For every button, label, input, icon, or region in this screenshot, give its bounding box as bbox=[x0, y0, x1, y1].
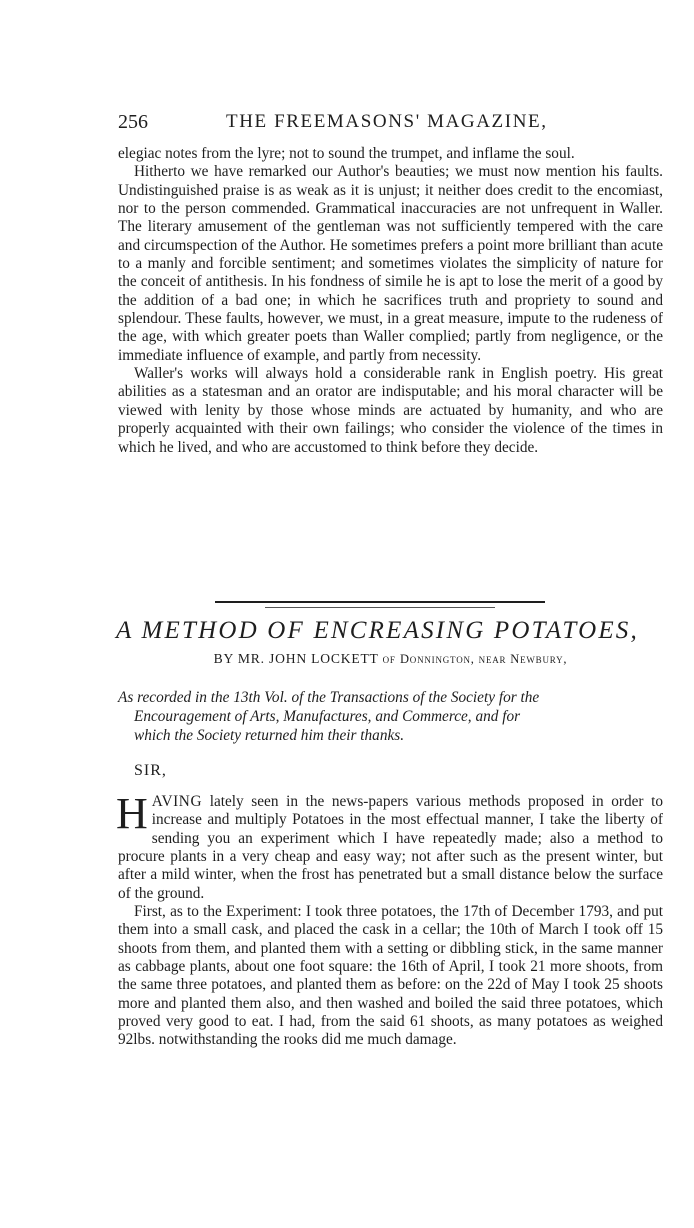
paragraph-having bbox=[116, 789, 663, 903]
drop-cap: H bbox=[116, 789, 148, 838]
paragraph-faults: Hitherto we have remarked our Author's beauties; we must now mention his faults. Undistinguished praise is as weak as it is unjust; it neither does credit to the encomiast, nor to the person commended. Grammatical inaccuracies are not unfrequent in Waller. The literary amusement of the gentleman was not sufficiently tempered with the care and circumspection of the Author. He sometimes prefers a point more brilliant than acute to a manly and forcible sentiment; and sometimes violates the simplicity of nature for the conceit of antithesis. In his fondness of simile he is apt to lose the merit of a good by the addition of a bad one; in which he sacrifices truth and propriety to sound and splendour. These faults, however, we must, in a great measure, impute to the rudeness of the age, with which greater poets than Waller complied; partly from negligence, or the immediate influence of example, and partly from necessity. bbox=[118, 163, 663, 364]
first-word: AVING bbox=[151, 793, 203, 810]
paragraph-works: Waller's works will always hold a considerable rank in English poetry. His great abilities as a statesman and an orator are indisputable; and his moral character will be viewed with lenity by those whose minds are actuated by humanity, and who are properly acquainted with their own failings; who consider the violence of the times in which he lived, and who are accustomed to think before they decide. bbox=[118, 365, 663, 456]
salutation: SIR, bbox=[134, 762, 167, 779]
article-intro bbox=[118, 688, 663, 745]
paragraph-experiment: First, as to the Experiment: I took three potatoes, the 17th of December 1793, and put them into a small cask, and placed the cask in a cellar; the 10th of March I took off 15 shoots from them, and planted them with a setting or dibbling stick, in the same manner as cabbage plants, about one foot square: the 16th of April, I took 21 more shoots, from the same three potatoes, and planted them as before: on the 22d of May I took 25 shoots more and planted them also, and then washed and boiled the said three potatoes, which proved very good to eat. I had, from the said 61 shoots, as many potatoes as weighed 92lbs. notwithstanding the rooks did me much damage. bbox=[118, 903, 663, 1049]
section-divider bbox=[215, 601, 545, 603]
section-divider-thin bbox=[265, 607, 495, 608]
article-byline bbox=[118, 651, 663, 667]
body-text-top bbox=[118, 145, 663, 457]
intro-line: As recorded in the 13th Vol. of the Transactions of the Society for the bbox=[118, 689, 540, 706]
body-text-letter bbox=[116, 789, 663, 1050]
article-title: A METHOD OF ENCREASING POTATOES, bbox=[116, 617, 639, 644]
running-title: THE FREEMASONS' MAGAZINE, bbox=[226, 111, 548, 132]
page-number: 256 bbox=[118, 111, 148, 133]
page-header bbox=[118, 111, 658, 139]
paragraph-continued: elegiac notes from the lyre; not to sound the trumpet, and inflame the soul. bbox=[118, 145, 575, 162]
byline-place: Donnington, near Newbury, bbox=[399, 652, 568, 666]
byline-author: BY MR. JOHN LOCKETT bbox=[213, 651, 379, 666]
intro-line: Encouragement of Arts, Manufactures, and Commerce, and for bbox=[134, 708, 521, 725]
paragraph-having-text: lately seen in the news-papers various methods proposed in order to increase and multiply Potatoes in the most effectual manner, I take the liberty of sending you an experiment which I have repeatedly made; also a method to procure plants in a very cheap and easy way; not after such as the present winter, but after a mild winter, when the frost has penetrated but a small distance below the surface of the ground. bbox=[118, 793, 663, 902]
byline-of: of bbox=[382, 652, 396, 666]
intro-line: which the Society returned him their thanks. bbox=[134, 727, 405, 744]
